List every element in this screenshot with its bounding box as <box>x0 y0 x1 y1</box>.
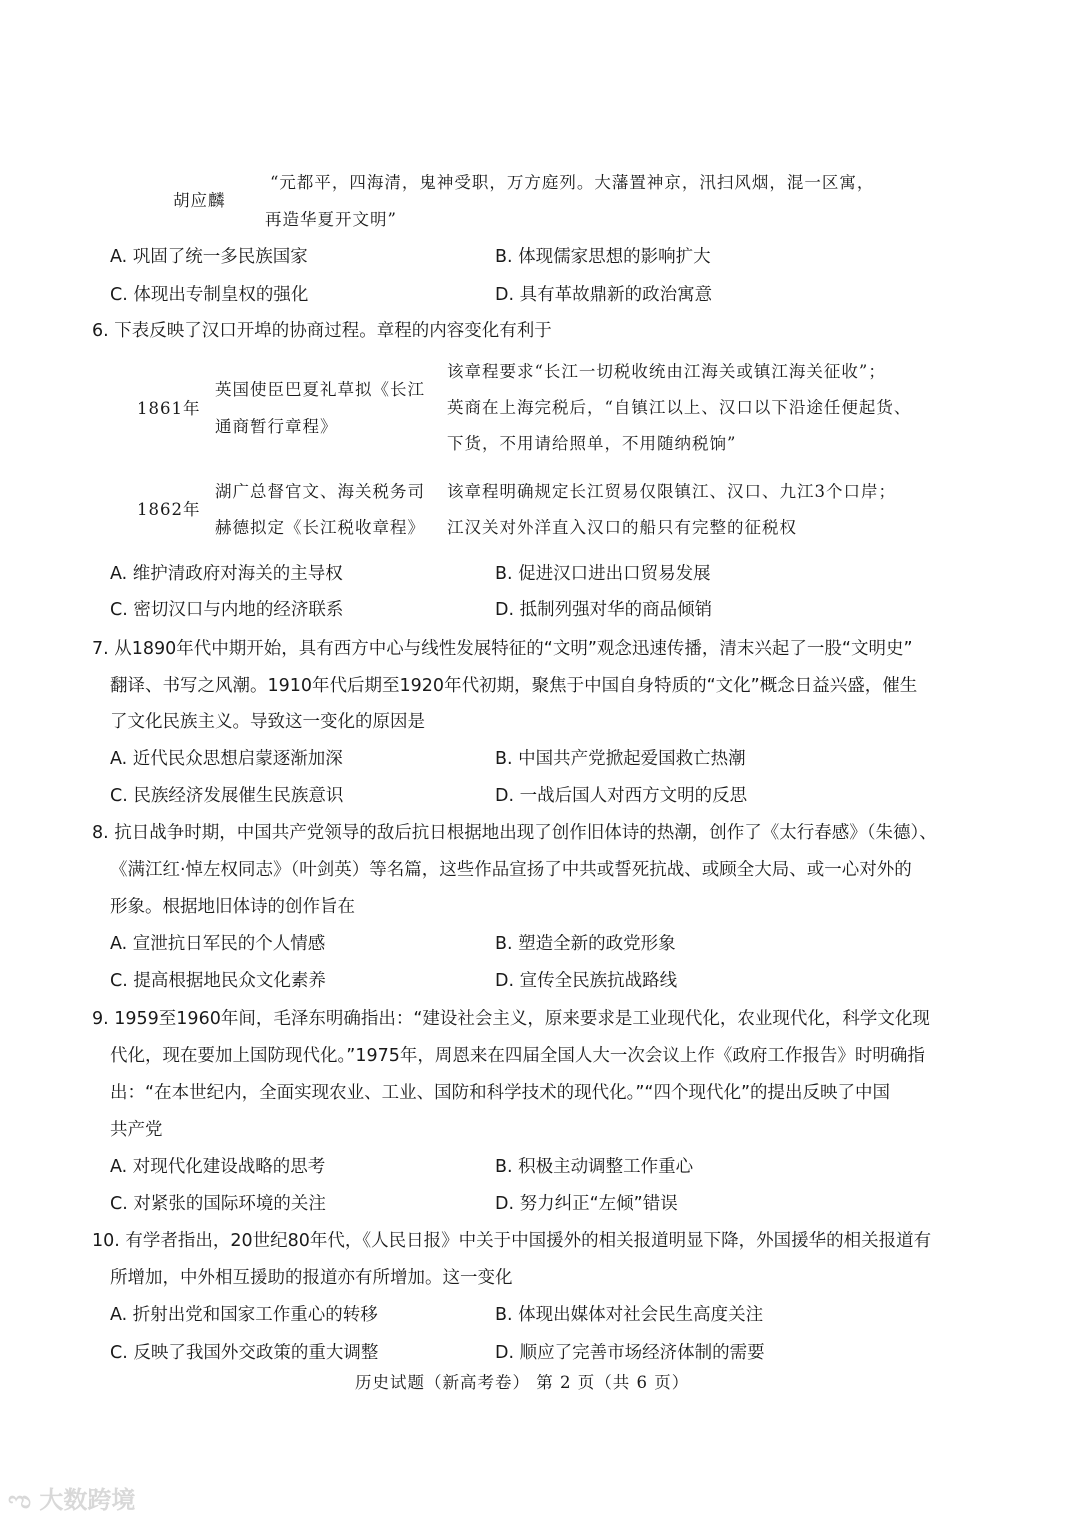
q7-option-c: C. 民族经济发展催生民族意识 <box>110 786 344 806</box>
q8-option-c: C. 提高根据地民众文化素养 <box>110 971 326 991</box>
q5-option-c: C. 体现出专制皇权的强化 <box>110 285 309 305</box>
q6-option-c: C. 密切汉口与内地的经济联系 <box>110 600 344 620</box>
q8-stem: 8. 抗日战争时期，中国共产党领导的敌后抗日根据地出现了创作旧体诗的热潮，创作了《太行春感》（朱德）、 <box>92 823 937 843</box>
q5-option-b: B. 体现儒家思想的影响扩大 <box>495 247 711 267</box>
q8-option-b: B. 塑造全新的政党形象 <box>495 934 676 954</box>
q6-row1-year: 1861年 <box>137 399 201 418</box>
q6-row2-who: 湖广总督官文、海关税务司 <box>215 482 425 501</box>
q10-option-d: D. 顺应了完善市场经济体制的需要 <box>495 1343 765 1363</box>
page-footer: 历史试题（新高考卷） 第 2 页（共 6 页） <box>355 1373 690 1392</box>
q6-row1-content: 英商在上海完税后，“自镇江以上、汉口以下沿途任便起货、 <box>447 398 912 417</box>
q5-option-d: D. 具有革故鼎新的政治寓意 <box>495 285 713 305</box>
q9-option-a: A. 对现代化建设战略的思考 <box>110 1157 326 1177</box>
q10-option-a: A. 折射出党和国家工作重心的转移 <box>110 1305 378 1325</box>
q9-option-b: B. 积极主动调整工作重心 <box>495 1157 694 1177</box>
q10-stem: 10. 有学者指出，20世纪80年代，《人民日报》中关于中国援外的相关报道明显下降，外国援华的相关报道有 <box>92 1231 932 1251</box>
watermark-text: 大数跨境 <box>39 1486 136 1514</box>
q6-option-b: B. 促进汉口进出口贸易发展 <box>495 564 711 584</box>
q9-stem: 出：“在本世纪内，全面实现农业、工业、国防和科学技术的现代化。”“四个现代化”的提出反映了中国 <box>110 1083 891 1103</box>
watermark <box>8 1480 135 1515</box>
q7-option-b: B. 中国共产党掀起爱国救亡热潮 <box>495 749 746 769</box>
q6-option-a: A. 维护清政府对海关的主导权 <box>110 564 343 584</box>
q6-row2-year: 1862年 <box>137 500 201 519</box>
q6-row1-who: 通商暂行章程》 <box>215 417 338 436</box>
q9-option-c: C. 对紧张的国际环境的关注 <box>110 1194 326 1214</box>
q8-stem: 《满江红·悼左权同志》（叶剑英）等名篇，这些作品宣扬了中共或誓死抗战、或顾全大局、或一心对外的 <box>110 860 912 880</box>
q5-quote-line2: 再造华夏开文明” <box>265 210 397 229</box>
q7-option-d: D. 一战后国人对西方文明的反思 <box>495 786 748 806</box>
q7-stem: 7. 从1890年代中期开始，具有西方中心与线性发展特征的“文明”观念迅速传播，清末兴起了一股“文明史” <box>92 639 913 659</box>
q6-row1-content: 下货，不用请给照单，不用随纳税饷” <box>447 434 737 453</box>
q9-stem: 共产党 <box>110 1120 163 1140</box>
q6-row2-content: 该章程明确规定长江贸易仅限镇江、汉口、九江3个口岸； <box>447 482 896 501</box>
q10-option-c: C. 反映了我国外交政策的重大调整 <box>110 1343 379 1363</box>
q6-row2-who: 赫德拟定《长江税收章程》 <box>215 518 425 537</box>
q5-option-a: A. 巩固了统一多民族国家 <box>110 247 308 267</box>
q6-row1-who: 英国使臣巴夏礼草拟《长江 <box>215 380 425 399</box>
q7-stem: 翻译、书写之风潮。1910年代后期至1920年代初期，聚焦于中国自身特质的“文化”概念日益兴盛，催生 <box>110 676 918 696</box>
q7-option-a: A. 近代民众思想启蒙逐渐加深 <box>110 749 343 769</box>
q10-stem: 所增加，中外相互援助的报道亦有所增加。这一变化 <box>110 1268 513 1288</box>
q5-author: 胡应麟 <box>173 191 226 210</box>
q6-option-d: D. 抵制列强对华的商品倾销 <box>495 600 713 620</box>
q7-stem: 了文化民族主义。导致这一变化的原因是 <box>110 712 425 732</box>
q9-stem: 代化，现在要加上国防现代化。”1975年，周恩来在四届全国人大一次会议上作《政府工作报告》时明确指 <box>110 1046 925 1066</box>
q8-option-d: D. 宣传全民族抗战路线 <box>495 971 678 991</box>
q6-row1-content: 该章程要求“长江一切税收统由江海关或镇江海关征收”； <box>447 362 886 381</box>
q9-stem: 9. 1959至1960年间，毛泽东明确指出：“建设社会主义，原来要求是工业现代化，农业现代化，科学文化现 <box>92 1009 930 1029</box>
q5-quote-line1: “元都平，四海清，鬼神受职，万方庭列。大藩置神京，汛扫风烟，混一区寓， <box>270 173 875 192</box>
q10-option-b: B. 体现出媒体对社会民生高度关注 <box>495 1305 764 1325</box>
q6-row2-content: 江汉关对外洋直入汉口的船只有完整的征税权 <box>447 518 797 537</box>
watermark-logo-icon: ಌ <box>8 1486 31 1514</box>
q8-option-a: A. 宣泄抗日军民的个人情感 <box>110 934 326 954</box>
q6-stem: 6. 下表反映了汉口开埠的协商过程。章程的内容变化有利于 <box>92 321 552 341</box>
q8-stem: 形象。根据地旧体诗的创作旨在 <box>110 897 355 917</box>
q9-option-d: D. 努力纠正“左倾”错误 <box>495 1194 678 1214</box>
